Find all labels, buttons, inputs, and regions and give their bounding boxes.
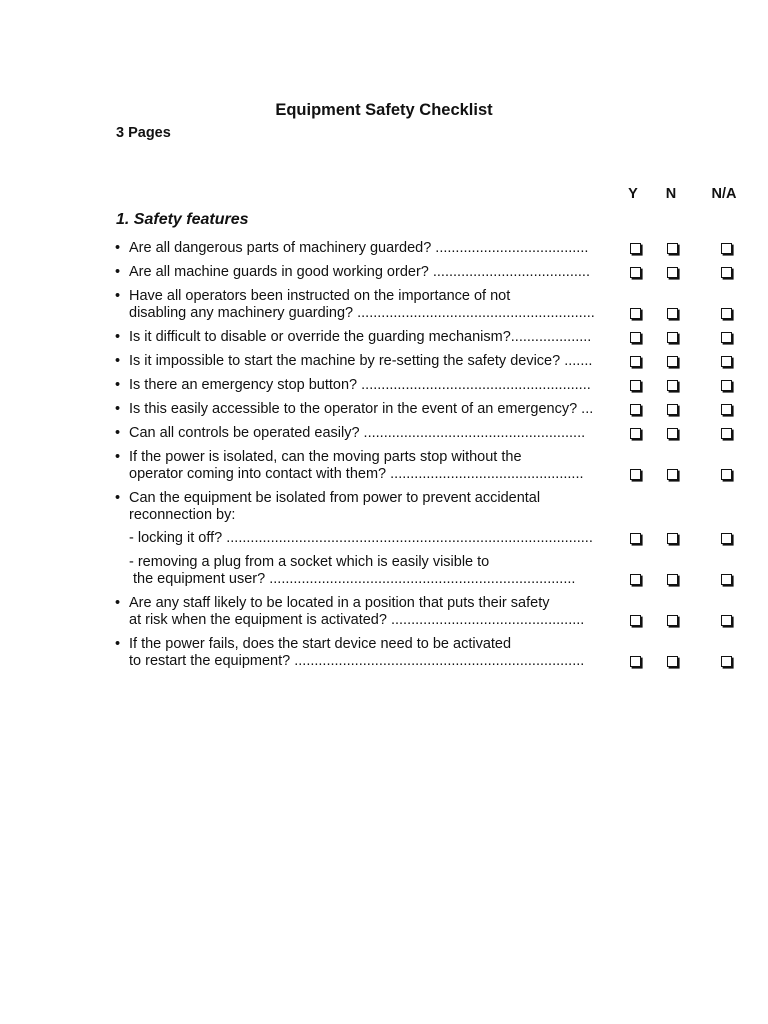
bullet-marker: • [115, 425, 121, 441]
checkbox-no[interactable] [667, 428, 678, 439]
checkbox-no[interactable] [667, 404, 678, 415]
question-text: at risk when the equipment is activated? ................................................ [129, 612, 585, 628]
question-text: Is there an emergency stop button? ......................................................... [129, 377, 591, 393]
checkbox-no[interactable] [667, 533, 678, 544]
checkbox-yes[interactable] [630, 332, 641, 343]
checkbox-no[interactable] [667, 380, 678, 391]
checkbox-na[interactable] [721, 428, 732, 439]
question-text: Are any staff likely to be located in a position that puts their safety [129, 595, 550, 611]
sub-question-text: - locking it off? ........................................................................................... [129, 530, 593, 546]
checkbox-na[interactable] [721, 533, 732, 544]
checkbox-yes[interactable] [630, 615, 641, 626]
checkbox-na[interactable] [721, 404, 732, 415]
question-text: reconnection by: [129, 507, 236, 523]
checkbox-no[interactable] [667, 332, 678, 343]
question-text: Can the equipment be isolated from power to prevent accidental [129, 490, 541, 506]
question-text: to restart the equipment? ........................................................................ [129, 653, 585, 669]
checkbox-yes[interactable] [630, 308, 641, 319]
bullet-marker: • [115, 595, 121, 611]
checkbox-yes[interactable] [630, 243, 641, 254]
checkbox-no[interactable] [667, 615, 678, 626]
bullet-marker: • [115, 401, 121, 417]
checkbox-no[interactable] [667, 267, 678, 278]
question-text: Can all controls be operated easily? ....................................................... [129, 425, 586, 441]
bullet-marker: • [115, 288, 121, 304]
checkbox-na[interactable] [721, 656, 732, 667]
checkbox-no[interactable] [667, 469, 678, 480]
checkbox-no[interactable] [667, 243, 678, 254]
question-text: Have all operators been instructed on the importance of not [129, 288, 511, 304]
checkbox-no[interactable] [667, 356, 678, 367]
checkbox-na[interactable] [721, 356, 732, 367]
checkbox-na[interactable] [721, 267, 732, 278]
checkbox-yes[interactable] [630, 428, 641, 439]
checkbox-na[interactable] [721, 469, 732, 480]
checkbox-na[interactable] [721, 380, 732, 391]
bullet-marker: • [115, 353, 121, 369]
sub-question-text: the equipment user? ............................................................................ [133, 571, 576, 587]
checkbox-no[interactable] [667, 574, 678, 585]
checkbox-yes[interactable] [630, 267, 641, 278]
checkbox-no[interactable] [667, 656, 678, 667]
sub-question-text: - removing a plug from a socket which is easily visible to [129, 554, 490, 570]
column-header-yes: Y [628, 186, 638, 202]
checkbox-na[interactable] [721, 574, 732, 585]
checkbox-na[interactable] [721, 332, 732, 343]
page-count-label: 3 Pages [116, 125, 171, 141]
bullet-marker: • [115, 449, 121, 465]
question-text: disabling any machinery guarding? ........................................................... [129, 305, 595, 321]
checkbox-yes[interactable] [630, 533, 641, 544]
checkbox-na[interactable] [721, 243, 732, 254]
checkbox-yes[interactable] [630, 380, 641, 391]
bullet-marker: • [115, 329, 121, 345]
question-text: If the power is isolated, can the moving parts stop without the [129, 449, 522, 465]
checkbox-yes[interactable] [630, 469, 641, 480]
document-title: Equipment Safety Checklist [275, 101, 493, 119]
checkbox-na[interactable] [721, 308, 732, 319]
question-text: If the power fails, does the start device need to be activated [129, 636, 512, 652]
bullet-marker: • [115, 264, 121, 280]
bullet-marker: • [115, 636, 121, 652]
question-text: Are all dangerous parts of machinery guarded? ...................................... [129, 240, 589, 256]
checkbox-yes[interactable] [630, 656, 641, 667]
bullet-marker: • [115, 490, 121, 506]
bullet-marker: • [115, 377, 121, 393]
checkbox-yes[interactable] [630, 356, 641, 367]
checkbox-yes[interactable] [630, 404, 641, 415]
checkbox-yes[interactable] [630, 574, 641, 585]
column-header-no: N [665, 186, 677, 202]
section-heading: 1. Safety features [116, 211, 249, 228]
question-text: Are all machine guards in good working order? ....................................... [129, 264, 590, 280]
checkbox-no[interactable] [667, 308, 678, 319]
column-header-na: N/A [711, 186, 737, 202]
question-text: Is this easily accessible to the operator in the event of an emergency? ... [129, 401, 594, 417]
bullet-marker: • [115, 240, 121, 256]
question-text: operator coming into contact with them? ................................................ [129, 466, 584, 482]
checkbox-na[interactable] [721, 615, 732, 626]
question-text: Is it impossible to start the machine by re-setting the safety device? ....... [129, 353, 593, 369]
question-text: Is it difficult to disable or override the guarding mechanism?.................... [129, 329, 592, 345]
